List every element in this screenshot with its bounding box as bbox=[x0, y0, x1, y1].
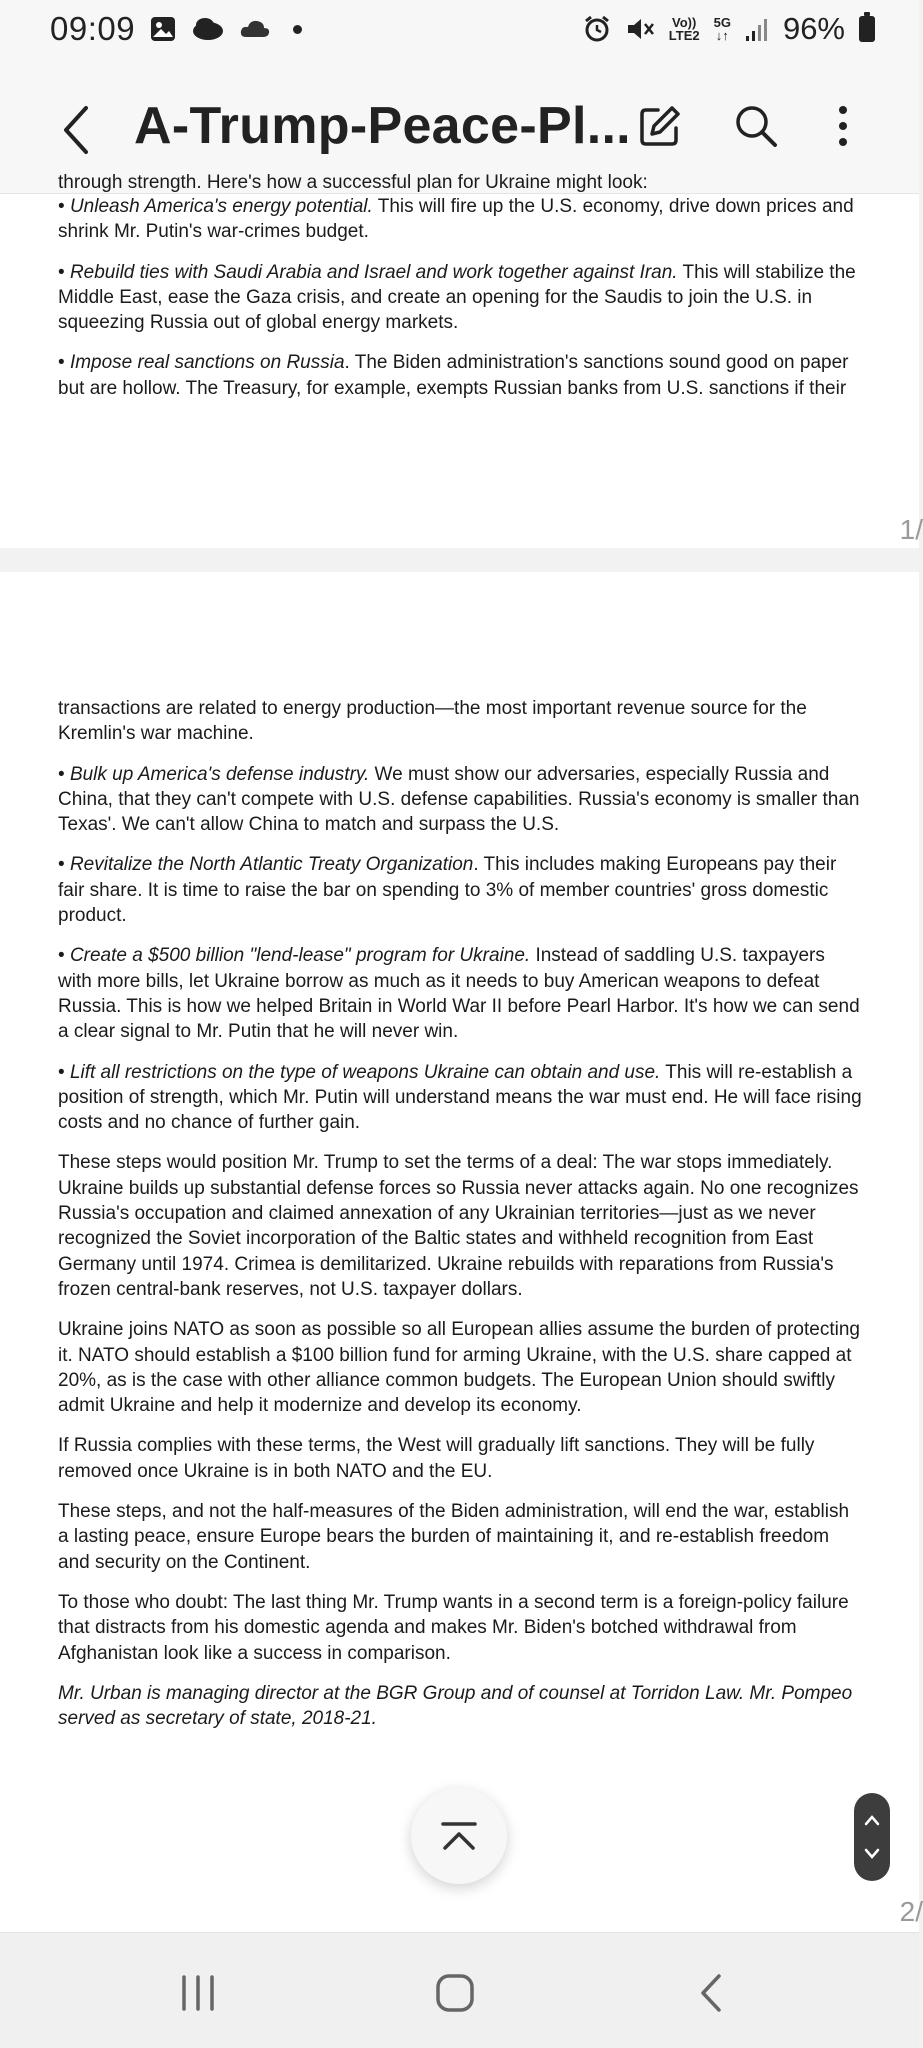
home-icon bbox=[434, 1972, 476, 2014]
back-icon bbox=[697, 1972, 727, 2014]
system-navigation-bar bbox=[0, 1932, 919, 2048]
search-button[interactable] bbox=[728, 98, 784, 154]
dot-icon bbox=[293, 25, 302, 34]
document-page-1[interactable] bbox=[0, 172, 919, 548]
back-icon bbox=[56, 102, 96, 158]
network-indicator: Vo)) LTE2 bbox=[668, 15, 700, 43]
cloud-icon bbox=[239, 17, 271, 41]
battery-level: 96% bbox=[782, 11, 845, 46]
paragraph: transactions are related to energy production—the most important revenue source for the Kremlin's war machine. bbox=[58, 698, 807, 745]
gallery-icon bbox=[149, 15, 177, 43]
edit-button[interactable] bbox=[632, 98, 688, 154]
search-icon bbox=[732, 102, 780, 150]
status-time: 09:09 bbox=[50, 10, 136, 47]
bullet-item: • Lift all restrictions on the type of weapons Ukraine can obtain and use. This will re-establish a position of strength, which Mr. Putin will understand means the war must end. He will face rising costs and no chance of further gain. bbox=[58, 1061, 862, 1134]
bullet-item: • Bulk up America's defense industry. We must show our adversaries, especially Russia and China, that they can't compete with U.S. defense capabilities. Russia's economy is smaller than Texas'. We can't allow China to match and surpass the U.S. bbox=[58, 763, 860, 836]
bullet-item: • Revitalize the North Atlantic Treaty Organization. This includes making Europeans pay their fair share. It is time to raise the bar on spending to 3% of member countries' gross domestic product. bbox=[58, 854, 837, 927]
bullet-item: • Unleash America's energy potential. This will fire up the U.S. economy, drive down prices and shrink Mr. Putin's war-crimes budget. bbox=[58, 196, 854, 243]
signal-icon bbox=[745, 16, 769, 42]
page-number: 1/ bbox=[899, 514, 923, 545]
back-button[interactable] bbox=[56, 102, 96, 158]
system-back-button[interactable] bbox=[682, 1971, 742, 2015]
paragraph: To those who doubt: The last thing Mr. Trump wants in a second term is a foreign-policy failure that distracts from his domestic agenda and makes Mr. Biden's botched withdrawal from Afghanistan look like a success in comparison. bbox=[58, 1591, 849, 1664]
paragraph: Ukraine joins NATO as soon as possible so all European allies assume the burden of protecting it. NATO should establish a $100 billion fund for arming Ukraine, with the U.S. share capped at 20%, as is the case with other alliance common budgets. The European Union should swiftly admit Ukraine and help it modernize and develop its economy. bbox=[58, 1319, 860, 1417]
bullet-item: • Impose real sanctions on Russia. The Biden administration's sanctions sound good on paper but are hollow. The Treasury, for example, exempts Russian banks from U.S. sanctions if their bbox=[58, 352, 849, 399]
chevron-down-icon[interactable] bbox=[863, 1847, 881, 1861]
edit-icon bbox=[636, 102, 684, 150]
home-button[interactable] bbox=[425, 1971, 485, 2015]
chevron-up-icon[interactable] bbox=[863, 1813, 881, 1827]
document-title: A-Trump-Peace-Pl... bbox=[134, 97, 631, 155]
more-options-button[interactable] bbox=[815, 98, 871, 154]
cloud-icon bbox=[191, 16, 225, 42]
status-right bbox=[583, 11, 875, 47]
bullet-item: • Rebuild ties with Saudi Arabia and Israel and work together against Iran. This will stabilize the Middle East, ease the Gaza crisis, and create an opening for the Saudis to join the U.S. in squeezing Russia out of global energy markets. bbox=[58, 261, 856, 334]
clipped-line: through strength. Here's how a successful plan for Ukraine might look: bbox=[58, 172, 648, 193]
bullet-item: • Create a $500 billion "lend-lease" program for Ukraine. Instead of saddling U.S. taxpayers with more bills, let Ukraine borrow as much as it needs to buy American weapons to defeat Russia. This is how we helped Britain in World War II before Pearl Harbor. It's how we can send a clear signal to Mr. Putin that he will never win. bbox=[58, 945, 860, 1043]
status-bar bbox=[0, 0, 919, 58]
recents-icon bbox=[178, 1973, 218, 2013]
document-page-2[interactable] bbox=[0, 572, 919, 1932]
scroll-to-top-button[interactable] bbox=[411, 1788, 507, 1884]
alarm-icon bbox=[583, 15, 611, 43]
byline: Mr. Urban is managing director at the BGR Group and of counsel at Torridon Law. Mr. Pompeo served as secretary of state, 2018-21. bbox=[58, 1682, 853, 1730]
battery-icon bbox=[859, 16, 875, 42]
more-icon bbox=[833, 102, 853, 150]
recents-button[interactable] bbox=[168, 1971, 228, 2015]
mute-icon bbox=[625, 15, 655, 43]
page-1-body bbox=[58, 170, 862, 416]
scroll-to-top-icon bbox=[439, 1820, 479, 1852]
status-left bbox=[50, 10, 302, 48]
generation-indicator: 5G ↓↑ bbox=[713, 15, 731, 43]
paragraph: These steps, and not the half-measures of the Biden administration, will end the war, establish a lasting peace, ensure Europe bears the burden of maintaining it, and re-establish freedom and security on the Continent. bbox=[58, 1501, 850, 1573]
fast-scroll-handle[interactable] bbox=[854, 1793, 890, 1881]
paragraph: If Russia complies with these terms, the West will gradually lift sanctions. They will be fully removed once Ukraine is in both NATO and the EU. bbox=[58, 1435, 815, 1482]
page-number: 2/ bbox=[899, 1896, 923, 1927]
page-2-body bbox=[58, 696, 862, 1746]
paragraph: These steps would position Mr. Trump to set the terms of a deal: The war stops immediately. Ukraine builds up substantial defense forces so Russia never attacks again. No one recognizes Russia's occupation and claimed annexation of any Ukrainian territories—just as we never recognized the Soviet incorporation of the Baltic states and withheld recognition from East Germany until 1974. Crimea is demilitarized. Ukraine rebuilds with reparations from Russia's frozen central-bank reserves, not U.S. taxpayer dollars. bbox=[58, 1152, 859, 1300]
